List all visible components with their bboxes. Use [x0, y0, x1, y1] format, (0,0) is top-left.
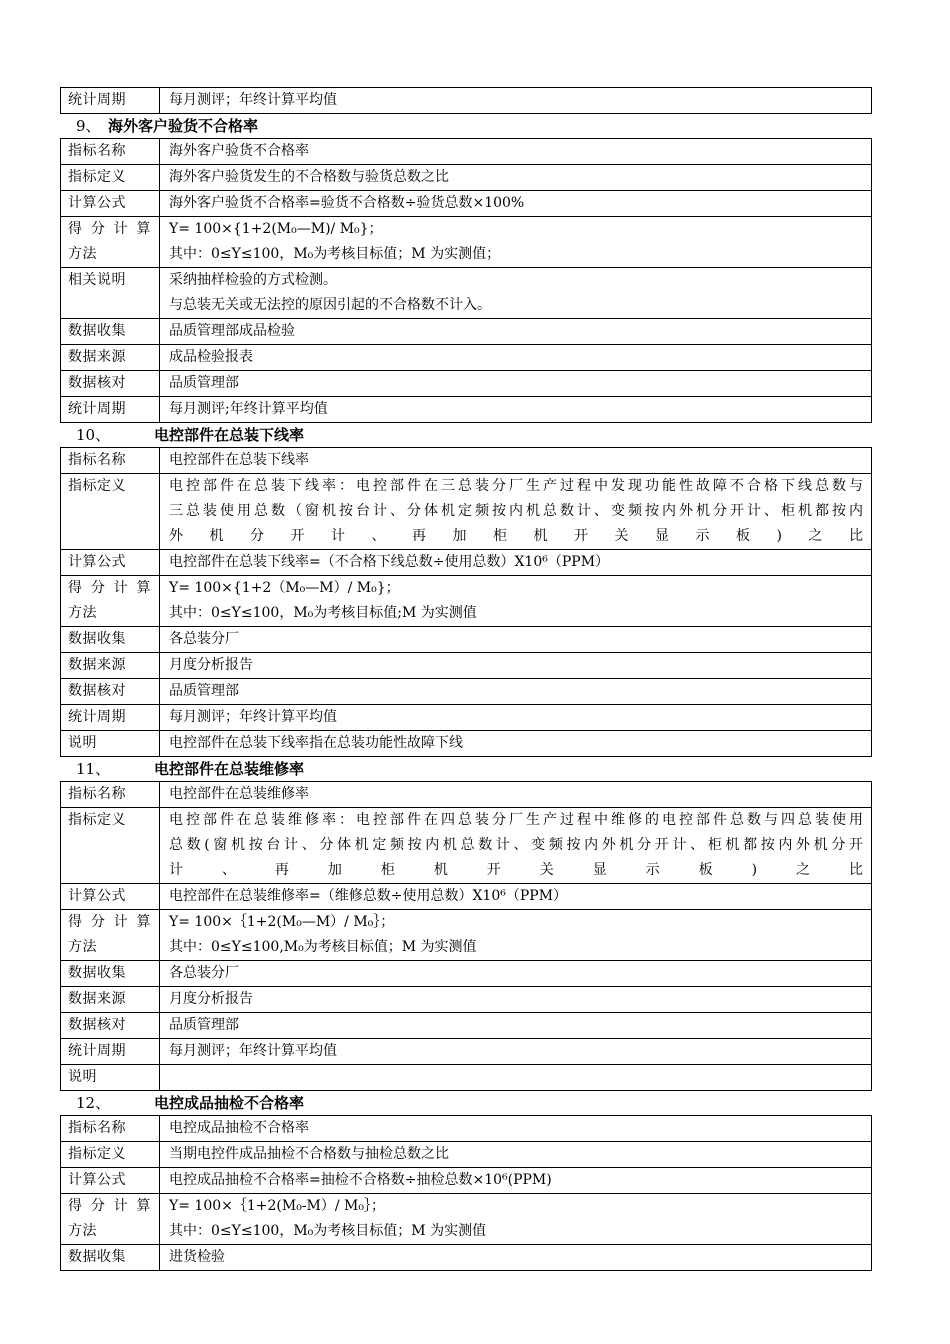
row-value [160, 1013, 872, 1039]
sections-container [60, 114, 872, 1271]
row-value-line: 每月测评；年终计算平均值 [169, 1043, 337, 1059]
row-value-line: 其中：0≤Y≤100，M₀为考核目标值;M 为实测值 [169, 605, 477, 621]
table-row [61, 653, 872, 679]
row-value-line: 月度分析报告 [169, 657, 253, 673]
table-row [61, 345, 872, 371]
table-row [61, 165, 872, 191]
row-value [160, 345, 872, 371]
table-row [61, 961, 872, 987]
table-row [61, 1013, 872, 1039]
row-label: 数据收集 [61, 319, 160, 345]
row-value-line: 品质管理部 [169, 375, 239, 391]
row-label: 说明 [61, 731, 160, 757]
table-row [61, 268, 872, 319]
indicator-table [60, 781, 872, 1091]
row-value-line: 每月测评；年终计算平均值 [169, 709, 337, 725]
row-value-line: 电控部件在总装维修率 [169, 786, 309, 802]
table-row [61, 550, 872, 576]
table-row [61, 731, 872, 757]
row-value-line: 品质管理部 [169, 683, 239, 699]
indicator-table [60, 138, 872, 423]
row-value-line: 海外客户验货发生的不合格数与验货总数之比 [169, 169, 449, 185]
row-value-line [169, 1065, 863, 1090]
row-value [160, 782, 872, 808]
row-value-line: 品质管理部成品检验 [169, 323, 295, 339]
section-heading [60, 114, 872, 138]
row-value-line: Y= 100×{1+2(M₀—M)/ M₀}； [169, 221, 383, 237]
row-label: 得 分 计 算 方法 [61, 910, 160, 961]
table-row [61, 371, 872, 397]
document-body [60, 87, 872, 1271]
row-label: 数据核对 [61, 1013, 160, 1039]
row-value-line: 计、再加柜机开关显示板)之比 [169, 862, 863, 878]
row-label: 统计周期 [61, 397, 160, 423]
section-heading [60, 757, 872, 781]
row-label: 指标定义 [61, 474, 160, 550]
table-row [61, 1039, 872, 1065]
section-title: 电控部件在总装下线率 [154, 426, 305, 444]
row-value-line: 当期电控件成品抽检不合格数与抽检总数之比 [169, 1146, 449, 1162]
row-value-line: 电控成品抽检不合格率=抽检不合格数÷抽检总数×10⁶(PPM) [169, 1172, 552, 1188]
section-title: 海外客户验货不合格率 [108, 117, 259, 135]
section-number: 11、 [76, 760, 111, 778]
row-value [160, 910, 872, 961]
table-row [61, 1245, 872, 1271]
row-value-line: 电控成品抽检不合格率 [169, 1120, 309, 1136]
row-value-line: 月度分析报告 [169, 991, 253, 1007]
row-label: 计算公式 [61, 884, 160, 910]
row-value [160, 191, 872, 217]
table-row [61, 1142, 872, 1168]
row-label: 得 分 计 算 方法 [61, 217, 160, 268]
row-value-line: 电控部件在总装下线率：电控部件在三总装分厂生产过程中发现功能性故障不合格下线总数与 [169, 478, 863, 494]
row-label: 指标名称 [61, 448, 160, 474]
row-label: 数据来源 [61, 345, 160, 371]
row-label: 统计周期 [61, 1039, 160, 1065]
row-value [160, 808, 872, 884]
indicator-table [60, 447, 872, 757]
row-value [160, 371, 872, 397]
table-row [61, 987, 872, 1013]
row-value-line: 其中：0≤Y≤100，M₀为考核目标值；M 为实测值； [169, 246, 501, 262]
section-number: 12、 [76, 1094, 111, 1112]
row-value-line: 与总装无关或无法控的原因引起的不合格数不计入。 [169, 297, 491, 313]
row-value-line: 采纳抽样检验的方式检测。 [169, 272, 337, 288]
table-row [61, 910, 872, 961]
section-number: 9、 [76, 117, 101, 135]
row-label: 数据核对 [61, 679, 160, 705]
table-row [61, 627, 872, 653]
table-row [61, 397, 872, 423]
row-value [160, 653, 872, 679]
row-value [160, 1142, 872, 1168]
table-row [61, 319, 872, 345]
row-label: 计算公式 [61, 1168, 160, 1194]
row-label: 统计周期 [61, 88, 160, 114]
row-value-line: 每月测评;年终计算平均值 [169, 401, 328, 417]
row-value [160, 474, 872, 550]
section-title: 电控部件在总装维修率 [154, 760, 305, 778]
row-label: 数据来源 [61, 653, 160, 679]
table-row [61, 782, 872, 808]
top-table [60, 87, 872, 114]
row-value-line: 三总装使用总数（窗机按台计、分体机定频按内机总数计、变频按内外机分开计、柜机都按内 [169, 503, 863, 519]
row-value [160, 1168, 872, 1194]
row-value [160, 627, 872, 653]
row-label: 指标名称 [61, 1116, 160, 1142]
row-label: 数据收集 [61, 961, 160, 987]
row-value-line: 各总装分厂 [169, 965, 239, 981]
table-row [61, 474, 872, 550]
row-value [160, 961, 872, 987]
row-label: 相关说明 [61, 268, 160, 319]
row-value-line: 电控部件在总装下线率=（不合格下线总数÷使用总数）X10⁶（PPM） [169, 554, 610, 570]
row-value [160, 1116, 872, 1142]
row-value [160, 1194, 872, 1245]
row-value-line: 海外客户验货不合格率 [169, 143, 309, 159]
row-value-line: 其中：0≤Y≤100，M₀为考核目标值；M 为实测值 [169, 1223, 487, 1239]
table-row [61, 448, 872, 474]
row-value [160, 731, 872, 757]
row-value-line: Y= 100×｛1+2(M₀-M）/ M₀｝； [169, 1198, 386, 1214]
table-row [61, 679, 872, 705]
row-value-line: 电控部件在总装维修率：电控部件在四总装分厂生产过程中维修的电控部件总数与四总装使用 [169, 812, 863, 828]
table-row [61, 88, 872, 114]
row-value-line: Y= 100×{1+2（M₀—M）/ M₀}； [169, 580, 400, 596]
section-heading [60, 1091, 872, 1115]
row-value [160, 884, 872, 910]
table-row [61, 884, 872, 910]
section-heading [60, 423, 872, 447]
table-row [61, 1065, 872, 1091]
row-value-line: 进货检验 [169, 1249, 225, 1265]
row-value [160, 268, 872, 319]
row-value: 每月测评；年终计算平均值 [160, 88, 872, 114]
row-label: 指标名称 [61, 782, 160, 808]
row-value [160, 448, 872, 474]
row-value-line: 总数(窗机按台计、分体机定频按内机总数计、变频按内外机分开计、柜机都按内外机分开 [169, 837, 863, 853]
row-label: 统计周期 [61, 705, 160, 731]
row-label: 得 分 计 算 方法 [61, 1194, 160, 1245]
row-label: 指标定义 [61, 808, 160, 884]
row-value-line: Y= 100×｛1+2(M₀—M）/ M₀｝； [169, 914, 395, 930]
row-value [160, 679, 872, 705]
row-value-line: 其中：0≤Y≤100,M₀为考核目标值；M 为实测值 [169, 939, 477, 955]
table-row [61, 217, 872, 268]
row-label: 得 分 计 算 方法 [61, 576, 160, 627]
indicator-table [60, 1115, 872, 1271]
row-label: 数据收集 [61, 1245, 160, 1271]
table-row [61, 139, 872, 165]
table-row [61, 191, 872, 217]
row-value [160, 139, 872, 165]
row-value-line: 品质管理部 [169, 1017, 239, 1033]
row-value [160, 319, 872, 345]
row-label: 指标名称 [61, 139, 160, 165]
row-label: 指标定义 [61, 1142, 160, 1168]
table-row [61, 705, 872, 731]
row-value-line: 各总装分厂 [169, 631, 239, 647]
row-value-line: 电控部件在总装下线率指在总装功能性故障下线 [169, 735, 463, 751]
row-value [160, 1039, 872, 1065]
table-row [61, 1116, 872, 1142]
row-label: 数据收集 [61, 627, 160, 653]
table-row [61, 808, 872, 884]
row-value [160, 1065, 872, 1091]
row-value [160, 705, 872, 731]
row-label: 数据来源 [61, 987, 160, 1013]
row-value [160, 397, 872, 423]
row-label: 计算公式 [61, 191, 160, 217]
row-label: 指标定义 [61, 165, 160, 191]
row-value-line: 电控部件在总装下线率 [169, 452, 309, 468]
table-row [61, 576, 872, 627]
row-value-line: 海外客户验货不合格率=验货不合格数÷验货总数×100% [169, 195, 525, 211]
table-row [61, 1168, 872, 1194]
section-number: 10、 [76, 426, 111, 444]
section-title: 电控成品抽检不合格率 [154, 1094, 305, 1112]
table-row [61, 1194, 872, 1245]
row-value [160, 987, 872, 1013]
row-value [160, 550, 872, 576]
row-label: 说明 [61, 1065, 160, 1091]
row-value-line: 电控部件在总装维修率=（维修总数÷使用总数）X10⁶（PPM） [169, 888, 568, 904]
row-value-line: 成品检验报表 [169, 349, 253, 365]
row-value [160, 576, 872, 627]
row-label: 数据核对 [61, 371, 160, 397]
row-value-line: 外机分开计、再加柜机开关显示板)之比 [169, 528, 863, 544]
row-value [160, 165, 872, 191]
row-value [160, 217, 872, 268]
row-value [160, 1245, 872, 1271]
row-label: 计算公式 [61, 550, 160, 576]
